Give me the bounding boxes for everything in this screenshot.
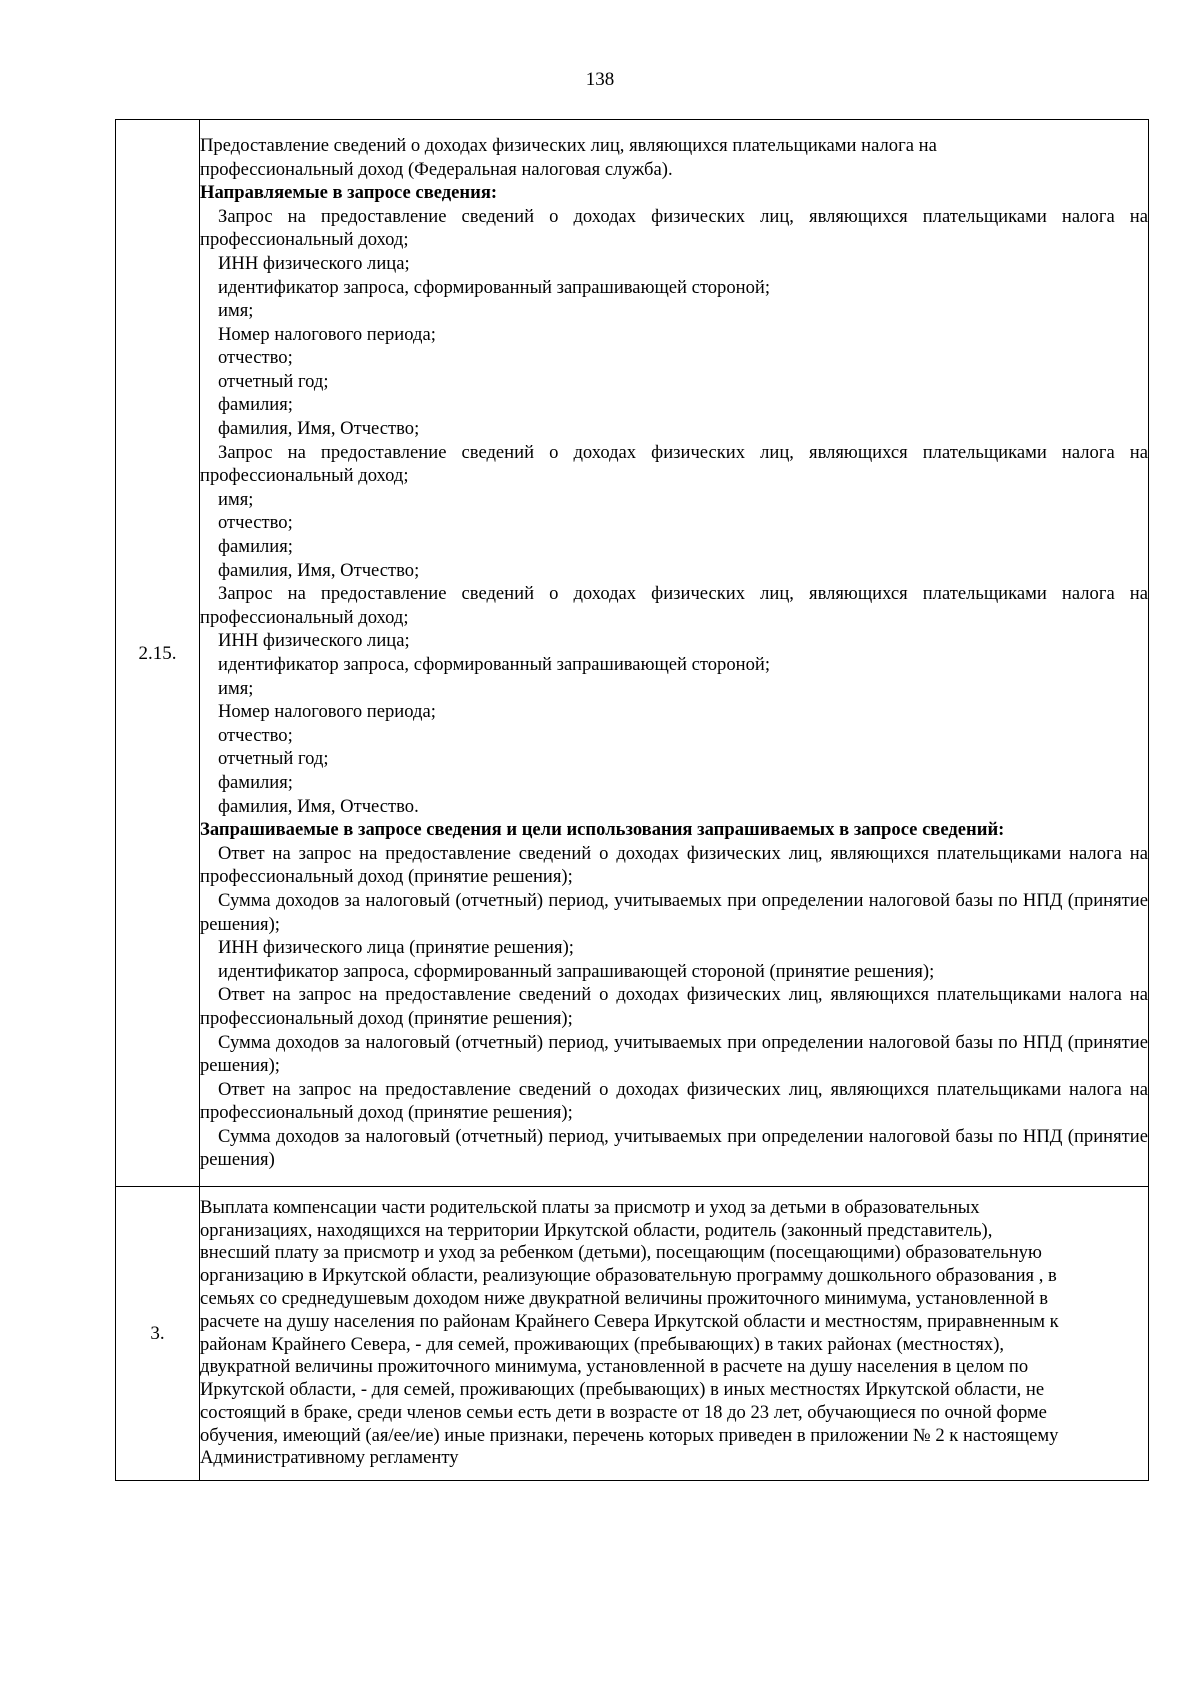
request-field: идентификатор запроса, сформированный запрашивающей стороной; — [218, 276, 771, 298]
service-description-line: Выплата компенсации части родительской платы за присмотр и уход за детьми в образовательных — [200, 1196, 980, 1218]
service-description-line: Иркутской области, - для семей, проживающих (пребывающих) в иных местностях Иркутской области, не — [200, 1379, 1045, 1401]
request-field: отчество; — [218, 724, 293, 746]
row-content — [200, 1187, 1149, 1481]
requested-item: Ответ на запрос на предоставление сведений о доходах физических лиц, являющихся плательщиками налога на профессиональный доход (принятие решения); — [200, 1078, 1148, 1124]
service-description-line: районам Крайнего Севера, - для семей, проживающих (пребывающих) в таких районах (местностях), — [200, 1333, 1005, 1355]
request-field: ИНН физического лица; — [218, 630, 410, 652]
request-field: фамилия, Имя, Отчество; — [218, 418, 420, 440]
request-field: Номер налогового периода; — [218, 701, 436, 723]
request-title: Запрос на предоставление сведений о доходах физических лиц, являющихся плательщиками налога на профессиональный доход; — [200, 583, 1148, 628]
table-row — [116, 1187, 1149, 1481]
request-field: отчество; — [218, 347, 293, 369]
service-description-line: обучения, имеющий (ая/ее/ие) иные признаки, перечень которых приведен в приложении № 2 к настоящему — [200, 1424, 1059, 1446]
service-description-line: организацию в Иркутской области, реализующие образовательную программу дошкольного образования , в — [200, 1265, 1057, 1287]
requested-heading: Запрашиваемые в запросе сведения и цели использования запрашиваемых в запросе сведений: — [200, 819, 1005, 841]
request-field: имя; — [218, 300, 254, 322]
requested-item: идентификатор запроса, сформированный запрашивающей стороной (принятие решения); — [218, 960, 935, 982]
services-table — [115, 119, 1149, 1481]
requested-item: Ответ на запрос на предоставление сведений о доходах физических лиц, являющихся плательщиками налога на профессиональный доход (принятие решения); — [200, 842, 1148, 888]
service-description-line: Административному регламенту — [200, 1447, 459, 1469]
requested-item: Сумма доходов за налоговый (отчетный) период, учитываемых при определении налоговой базы по НПД (принятие решения); — [200, 1031, 1148, 1077]
intro-line: Предоставление сведений о доходах физических лиц, являющихся плательщиками налога на — [200, 134, 937, 156]
service-description-line: расчете на душу населения по районам Крайнего Севера Иркутской области и местностям, приравненным к — [200, 1310, 1059, 1332]
request-title: Запрос на предоставление сведений о доходах физических лиц, являющихся плательщиками налога на профессиональный доход; — [200, 441, 1148, 487]
request-field: идентификатор запроса, сформированный запрашивающей стороной; — [218, 654, 771, 675]
request-field: отчетный год; — [218, 370, 329, 392]
service-description-line: организациях, находящихся на территории Иркутской области, родитель (законный представитель), — [200, 1219, 993, 1241]
request-field: отчетный год; — [218, 748, 329, 770]
requested-item: Ответ на запрос на предоставление сведений о доходах физических лиц, являющихся плательщиками налога на профессиональный доход (принятие решения); — [200, 984, 1148, 1029]
request-field: фамилия; — [218, 394, 293, 416]
table-row — [116, 120, 1149, 1187]
requested-item: Сумма доходов за налоговый (отчетный) период, учитываемых при определении налоговой базы по НПД (принятие решения); — [200, 889, 1148, 935]
request-field: имя; — [218, 677, 254, 699]
request-field: отчество; — [218, 512, 293, 534]
request-field: фамилия, Имя, Отчество. — [218, 795, 419, 817]
request-field: Номер налогового периода; — [218, 323, 436, 345]
row-number: 3. — [116, 1187, 200, 1481]
request-field: фамилия; — [218, 536, 293, 558]
page-number: 138 — [585, 69, 615, 90]
service-description-line: двукратной величины прожиточного минимума, установленной в расчете на душу населения в целом по — [200, 1356, 1029, 1378]
requested-item: Сумма доходов за налоговый (отчетный) период, учитываемых при определении налоговой базы по НПД (принятие решения) — [200, 1125, 1148, 1171]
request-title: Запрос на предоставление сведений о доходах физических лиц, являющихся плательщиками налога на профессиональный доход; — [200, 205, 1148, 251]
service-description-line: состоящий в браке, среди членов семьи есть дети в возрасте от 18 до 23 лет, обучающиеся по очной форме — [200, 1401, 1047, 1423]
request-field: имя; — [218, 488, 254, 510]
service-description-line: внесший плату за присмотр и уход за ребенком (детьми), посещающим (посещающими) образовательную — [200, 1242, 1042, 1264]
service-description-line: семьях со среднедушевым доходом ниже двукратной величины прожиточного минимума, установленной в — [200, 1287, 1049, 1309]
sent-heading: Направляемые в запросе сведения: — [200, 182, 498, 204]
row-content — [200, 120, 1149, 1187]
request-field: ИНН физического лица; — [218, 252, 410, 274]
request-field: фамилия, Имя, Отчество; — [218, 559, 420, 581]
request-field: фамилия; — [218, 771, 293, 793]
row-number: 2.15. — [116, 120, 200, 1187]
requested-item: ИНН физического лица (принятие решения); — [218, 937, 574, 959]
intro-line: профессиональный доход (Федеральная налоговая служба). — [200, 158, 673, 180]
